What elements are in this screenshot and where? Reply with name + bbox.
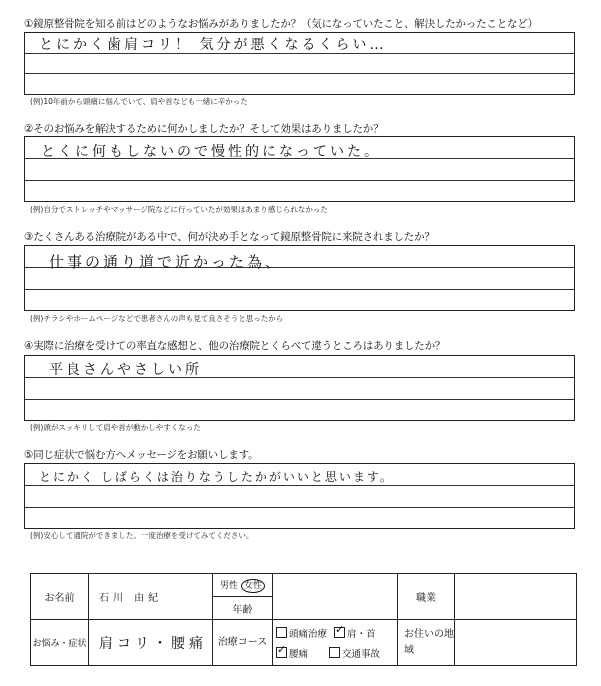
example-2: (例)自分でストレッチやマッサージ院などに行っていたが効果はあまり感じられなかった (30, 205, 328, 214)
name-value: 石川 由紀 (89, 574, 213, 620)
course-headache-label: 頭痛治療 (289, 628, 328, 640)
gender-male: 男性 (220, 580, 239, 591)
question-2-label: ②そのお悩みを解決するために何かしましたか？そして効果はありましたか？ (24, 123, 384, 135)
course-shoulder-label: 肩・首 (347, 628, 376, 640)
symptom-value: 肩コリ・腰痛 (89, 620, 213, 666)
example-1: (例)10年前から頭痛に悩んでいて、肩や首なども一緒に辛かった (30, 97, 248, 106)
question-4-label: ④実際に治療を受けての率直な感想と、他の治療院とくらべて違うところはありましたか？ (24, 340, 446, 352)
answer-4-text: 平良さんやさしい所 (49, 362, 202, 378)
example-3: (例)チラシやホームページなどで患者さんの声も見て良さそうと思ったから (30, 314, 284, 323)
course-options (273, 620, 398, 666)
job-value (455, 574, 577, 620)
question-3-label: ③たくさんある治療院がある中で、何が決め手となって鏡原整骨院に来院されましたか？ (24, 231, 435, 243)
answer-5-text: とにかく しばらくは治りなうしたかがいいと思います。 (39, 470, 394, 484)
answer-5-box (24, 463, 575, 529)
answer-2-box (24, 136, 575, 202)
patient-info-table (30, 573, 577, 666)
age-label: 年齢 (213, 597, 273, 620)
address-value (455, 620, 577, 666)
answer-1-text: とにかく歯肩コリ！ 気分が悪くなるくらい… (39, 37, 387, 53)
gender-age-value (273, 574, 398, 620)
course-headache-checkbox (276, 627, 287, 638)
answer-4-box (24, 355, 575, 421)
course-backpain-label: 腰痛 (289, 648, 309, 660)
question-1-label: ①鏡原整骨院を知る前はどのようなお悩みがありましたか？（気になっていたこと、解決したかったことなど） (24, 18, 538, 30)
course-label: 治療コース (213, 620, 273, 666)
course-accident-checkbox (329, 647, 340, 658)
example-5: (例)安心して通院ができました。一度治療を受けてみてください。 (30, 531, 254, 540)
question-5-label: ⑤同じ症状で悩む方へメッセージをお願いします。 (24, 449, 259, 461)
address-label: お住いの地域 (398, 620, 455, 666)
example-4: (例)頭がスッキリして肩や首が動かしやすくなった (30, 423, 201, 432)
course-shoulder-checkbox (334, 627, 345, 638)
symptom-label: お悩み・症状 (31, 620, 89, 666)
answer-2-text: とくに何もしないので慢性的になっていた。 (41, 144, 381, 160)
answer-3-text: 仕事の通り道で近かった為、 (49, 253, 284, 271)
course-accident-label: 交通事故 (342, 648, 381, 660)
answer-1-box (24, 32, 575, 95)
answer-3-box (24, 245, 575, 311)
gender-female-circled: 女性 (241, 579, 265, 593)
course-backpain-checkbox (276, 647, 287, 658)
name-label: お名前 (31, 574, 89, 620)
job-label: 職業 (398, 574, 455, 620)
gender-field (213, 574, 273, 597)
